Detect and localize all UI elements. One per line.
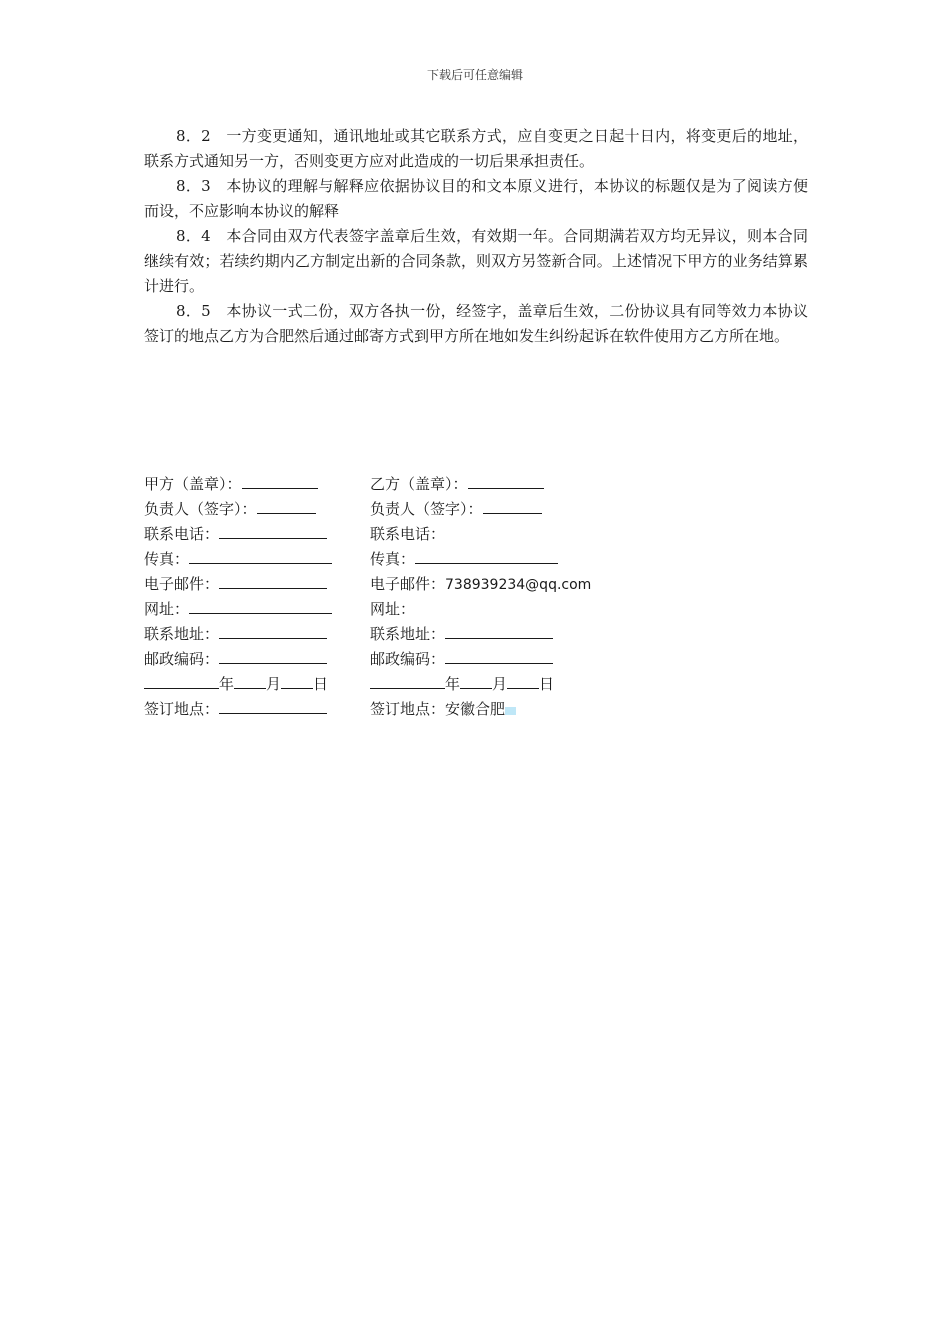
party-a-email-label: 电子邮件： <box>144 575 220 593</box>
party-b-website-label: 网址： <box>370 600 416 618</box>
party-b-day-label: 日 <box>539 675 555 693</box>
party-a-date <box>144 672 328 697</box>
party-b-address-blank <box>445 623 553 639</box>
party-a-seal <box>144 472 318 497</box>
party-a-fax <box>144 547 332 572</box>
party-b-postcode-blank <box>445 648 553 664</box>
party-b-place <box>370 697 516 722</box>
clause-8-5 <box>144 299 808 349</box>
party-b-email-value: 738939234@qq.com <box>445 577 592 593</box>
party-a-place <box>144 697 327 722</box>
clause-8-2 <box>144 124 808 174</box>
party-a-website-blank <box>189 598 332 614</box>
clauses-section <box>144 124 808 349</box>
party-a-signer <box>144 497 316 522</box>
party-a-postcode-blank <box>219 648 327 664</box>
clause-text: 8．3 本协议的理解与解释应依据协议目的和文本原义进行，本协议的标题仅是为了阅读方便而设，不应影响本协议的解释 <box>144 177 808 220</box>
party-a-phone <box>144 522 327 547</box>
text-cursor-highlight <box>505 707 516 715</box>
party-a-address <box>144 622 327 647</box>
party-b-email <box>370 572 591 598</box>
party-b-signer-blank <box>483 498 542 514</box>
clause-8-3 <box>144 174 808 224</box>
clause-8-4 <box>144 224 808 299</box>
party-a-phone-label: 联系电话： <box>144 525 220 543</box>
party-b-month-label: 月 <box>492 675 508 693</box>
party-a-month-blank <box>234 673 266 689</box>
party-b-place-label: 签订地点： <box>370 700 446 718</box>
party-b-fax-label: 传真： <box>370 550 416 568</box>
party-a-place-blank <box>219 698 327 714</box>
party-b-website <box>370 597 415 622</box>
party-b-postcode <box>370 647 553 672</box>
party-a-phone-blank <box>219 523 327 539</box>
party-a-email-blank <box>219 573 327 589</box>
party-b-seal-blank <box>468 473 544 489</box>
party-b-date <box>370 672 554 697</box>
party-b-phone-label: 联系电话： <box>370 525 446 543</box>
party-a-year-label: 年 <box>219 675 235 693</box>
party-a-place-label: 签订地点： <box>144 700 220 718</box>
party-a-signer-label: 负责人（签字）： <box>144 500 257 518</box>
party-a-website <box>144 597 332 622</box>
party-b-fax-blank <box>415 548 558 564</box>
party-b-day-blank <box>507 673 539 689</box>
party-b-signer-label: 负责人（签字）： <box>370 500 483 518</box>
party-b-signer <box>370 497 542 522</box>
party-b-phone <box>370 522 445 547</box>
party-a-day-label: 日 <box>313 675 329 693</box>
party-b-email-label: 电子邮件： <box>370 575 446 593</box>
party-b-year-blank <box>370 673 445 689</box>
party-a-email <box>144 572 327 597</box>
party-b-seal <box>370 472 544 497</box>
clause-text: 8．4 本合同由双方代表签字盖章后生效，有效期一年。合同期满若双方均无异议，则本合同继续有效；若续约期内乙方制定出新的合同条款，则双方另签新合同。上述情况下甲方的业务结算累计进行。 <box>144 227 808 295</box>
party-a-fax-blank <box>189 548 332 564</box>
party-a-day-blank <box>281 673 313 689</box>
party-b-fax <box>370 547 558 572</box>
clause-text: 8．2 一方变更通知，通讯地址或其它联系方式，应自变更之日起十日内，将变更后的地址，联系方式通知另一方，否则变更方应对此造成的一切后果承担责任。 <box>144 127 808 170</box>
party-a-signer-blank <box>257 498 316 514</box>
party-a-website-label: 网址： <box>144 600 190 618</box>
party-a-month-label: 月 <box>266 675 282 693</box>
party-a-seal-blank <box>242 473 318 489</box>
clause-text: 8．5 本协议一式二份，双方各执一份，经签字，盖章后生效，二份协议具有同等效力本协议签订的地点乙方为合肥然后通过邮寄方式到甲方所在地如发生纠纷起诉在软件使用方乙方所在地。 <box>144 302 808 345</box>
party-a-fax-label: 传真： <box>144 550 190 568</box>
party-b-address <box>370 622 553 647</box>
party-b-postcode-label: 邮政编码： <box>370 650 446 668</box>
party-b-year-label: 年 <box>445 675 461 693</box>
party-a-year-blank <box>144 673 219 689</box>
party-b-place-value: 安徽合肥 <box>445 700 506 718</box>
party-a-postcode-label: 邮政编码： <box>144 650 220 668</box>
page-header: 下载后可任意编辑 <box>426 68 523 82</box>
party-a-address-label: 联系地址： <box>144 625 220 643</box>
party-a-postcode <box>144 647 327 672</box>
party-b-month-blank <box>460 673 492 689</box>
party-b-address-label: 联系地址： <box>370 625 446 643</box>
party-a-address-blank <box>219 623 327 639</box>
party-b-seal-label: 乙方（盖章）： <box>370 475 468 493</box>
party-a-seal-label: 甲方（盖章）： <box>144 475 242 493</box>
